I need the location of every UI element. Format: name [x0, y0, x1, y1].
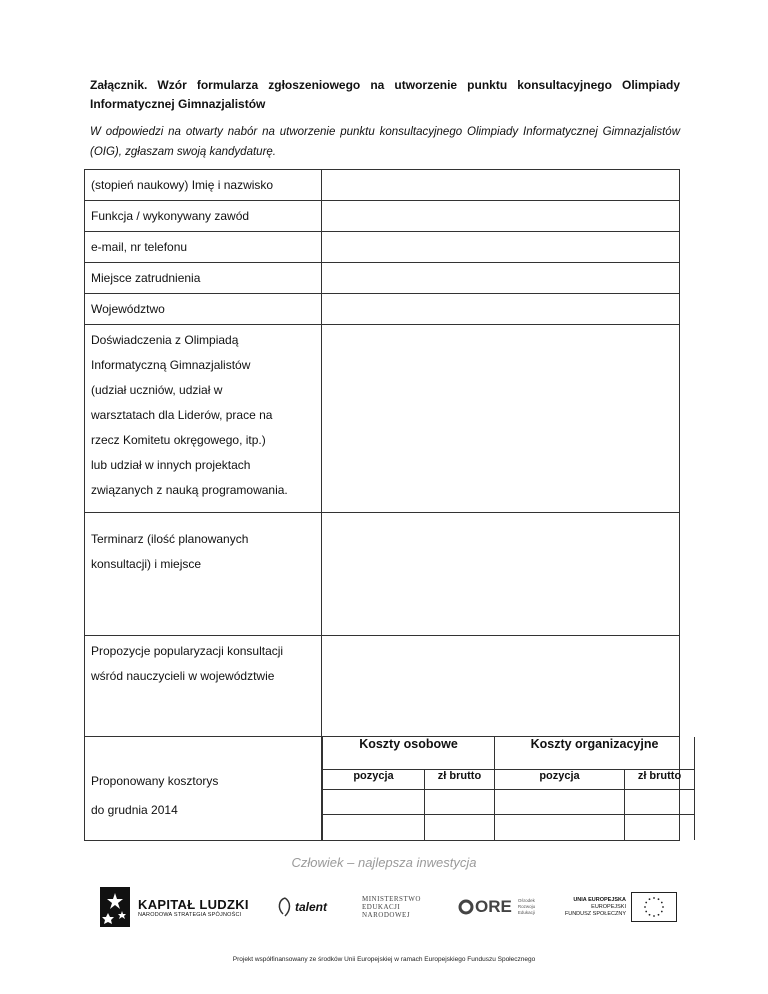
kapital-ludzki-emblem-icon [100, 887, 130, 927]
organizational-position-cell[interactable] [495, 814, 625, 840]
kapital-ludzki-subtitle: NARODOWA STRATEGIA SPÓJNOŚCI [138, 911, 242, 918]
label-line: konsultacji) i miejsce [91, 557, 202, 571]
label-line: (udział uczniów, udział w [91, 383, 223, 397]
label-line: Terminarz (ilość planowanych [91, 532, 249, 546]
field-workplace[interactable] [322, 263, 680, 294]
personal-costs-header: Koszty osobowe [323, 737, 495, 769]
field-voivodeship[interactable] [322, 294, 680, 325]
talent-swirl-icon [275, 896, 295, 918]
ore-circle-icon [458, 899, 474, 915]
budget-cell [322, 737, 680, 841]
personal-position-cell[interactable] [323, 814, 425, 840]
personal-gross-cell[interactable] [425, 789, 495, 814]
ministry-line: MINISTERSTWO [362, 895, 421, 903]
personal-gross-cell[interactable] [425, 814, 495, 840]
personal-gross-header: zł brutto [425, 769, 495, 789]
label-line: lub udział w innych projektach [91, 458, 251, 472]
field-experience[interactable] [322, 325, 680, 513]
form-row-workplace [85, 263, 680, 294]
intro-paragraph: W odpowiedzi na otwarty nabór na utworzenie punktu konsultacyjnego Olimpiady Informatycznej Gimnazjalistów (OIG), zgłaszam swoją kandydaturę. [90, 126, 680, 158]
ministry-logo [362, 883, 442, 931]
organizational-gross-header: zł brutto [625, 769, 695, 789]
ore-line: Edukacji [517, 910, 535, 915]
label-line: Propozycje popularyzacji konsultacji [91, 644, 284, 658]
label-line: związanych z nauką programowania. [91, 483, 288, 497]
field-popularization[interactable] [322, 636, 680, 737]
talent-wordmark: talent [295, 900, 328, 914]
label-voivodeship: Województwo [85, 294, 322, 325]
eu-logo [560, 883, 680, 931]
form-row-contact [85, 232, 680, 263]
form-row-experience [85, 325, 680, 513]
document-title: Załącznik. Wzór formularza zgłoszeniowego na utworzenie punktu konsultacyjnego Olimpiady Informatycznej Gimnazjalistów [90, 78, 680, 111]
organizational-gross-cell[interactable] [625, 789, 695, 814]
ministry-line: NARODOWEJ [362, 911, 411, 919]
label-budget [85, 737, 322, 841]
eu-line: EUROPEJSKI [591, 903, 626, 910]
budget-table [322, 737, 695, 840]
form-row-popularization [85, 636, 680, 737]
label-experience [85, 325, 322, 513]
label-name: (stopień naukowy) Imię i nazwisko [85, 170, 322, 201]
label-line: Doświadczenia z Olimpiadą [91, 333, 239, 347]
form-row-schedule [85, 513, 680, 636]
label-line: Proponowany kosztorys [91, 773, 219, 788]
personal-position-cell[interactable] [323, 789, 425, 814]
label-line: wśród nauczycieli w województwie [91, 669, 275, 683]
field-function[interactable] [322, 201, 680, 232]
form-row-budget [85, 737, 680, 841]
logo-strip [100, 883, 680, 931]
field-contact[interactable] [322, 232, 680, 263]
ore-line: Rozwoju [517, 904, 536, 909]
label-workplace: Miejsce zatrudnienia [85, 263, 322, 294]
label-line: warsztatach dla Liderów, prace na [91, 408, 273, 422]
eu-flag-icon [631, 892, 677, 922]
kapital-ludzki-title: KAPITAŁ LUDZKI [138, 896, 249, 912]
label-line: rzecz Komitetu okręgowego, itp.) [91, 433, 266, 447]
cofinancing-note: Projekt współfinansowany ze środków Unii Europejskiej w ramach Europejskiego Funduszu Społecznego [232, 956, 536, 963]
label-schedule [85, 513, 322, 636]
label-popularization [85, 636, 322, 737]
slogan: Człowiek – najlepsza inwestycja [291, 855, 477, 870]
field-schedule[interactable] [322, 513, 680, 636]
label-line: Informatyczną Gimnazjalistów [91, 358, 251, 372]
organizational-position-header: pozycja [495, 769, 625, 789]
eu-line: FUNDUSZ SPOŁECZNY [564, 910, 626, 917]
label-line: do grudnia 2014 [91, 802, 178, 817]
form-row-voivodeship [85, 294, 680, 325]
ore-wordmark: ORE [475, 897, 512, 916]
label-function: Funkcja / wykonywany zawód [85, 201, 322, 232]
form-row-name [85, 170, 680, 201]
kapital-ludzki-logo [100, 883, 260, 931]
application-form-table [84, 169, 680, 841]
ministry-line: EDUKACJI [362, 903, 401, 911]
field-name[interactable] [322, 170, 680, 201]
organizational-costs-header: Koszty organizacyjne [495, 737, 695, 769]
form-row-function [85, 201, 680, 232]
organizational-position-cell[interactable] [495, 789, 625, 814]
label-contact: e-mail, nr telefonu [85, 232, 322, 263]
ore-logo [458, 883, 548, 931]
organizational-gross-cell[interactable] [625, 814, 695, 840]
personal-position-header: pozycja [323, 769, 425, 789]
talent-logo [275, 883, 345, 931]
eu-line: UNIA EUROPEJSKA [573, 896, 626, 903]
ore-line: Ośrodek [517, 898, 535, 903]
